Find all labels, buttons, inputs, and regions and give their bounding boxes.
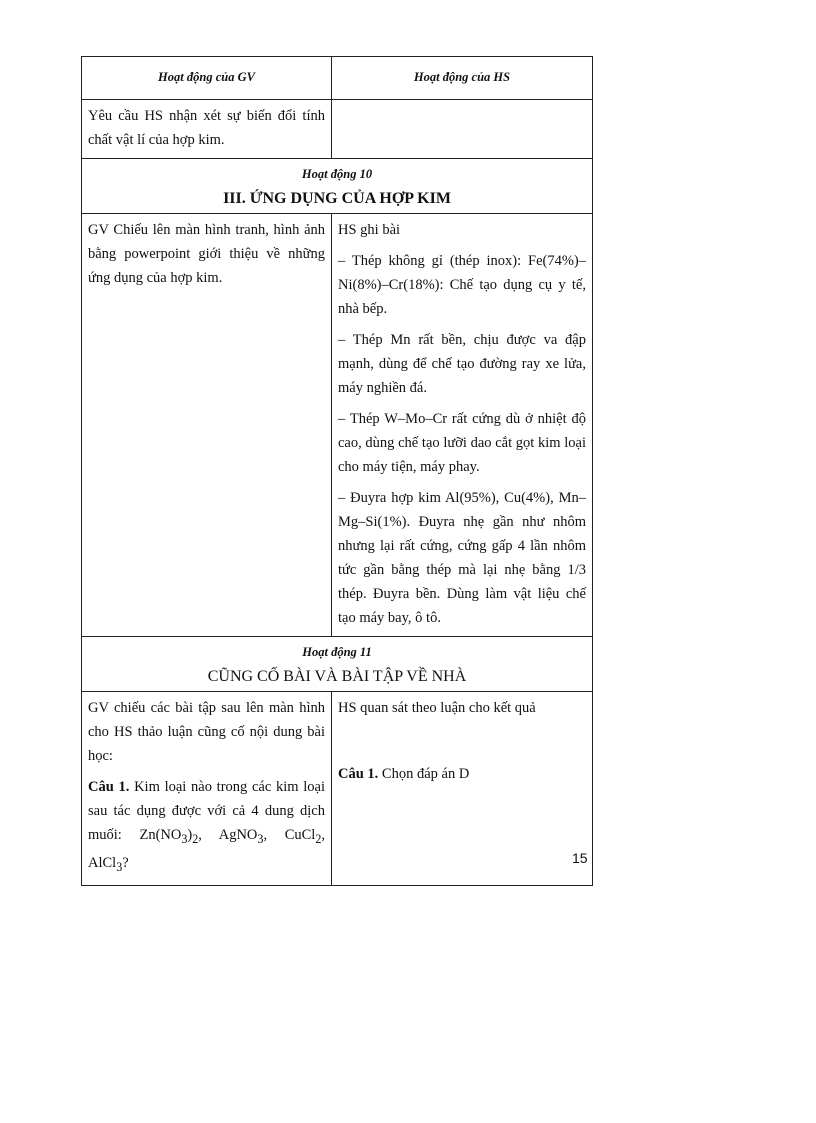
subscript: 2 (315, 831, 322, 846)
table-row (82, 99, 592, 158)
table-header-row (82, 57, 592, 99)
lesson-table (81, 56, 593, 886)
activity-11-header (82, 637, 592, 691)
subscript: 2 (192, 831, 199, 846)
subscript: 3 (181, 831, 188, 846)
duralumin-item: – Đuyra hợp kim Al(95%), Cu(4%), Mn–Mg–Si(1%). Đuyra nhẹ gần như nhôm nhưng lại rất cứng, cứng gấp 4 lần nhôm tức gần bằng thép mà lại nhẹ bằng 1/3 thép. Đuyra bền. Dùng làm vật liệu chế tạo máy bay, ô tô. (338, 490, 586, 626)
activity-10-header (82, 159, 592, 213)
question-1-text: ) (187, 827, 193, 843)
gv-exercise-cell (82, 692, 332, 885)
answer-1-label: Câu 1. (338, 766, 379, 782)
subscript: 3 (257, 831, 264, 846)
mn-steel-item: – Thép Mn rất bền, chịu được va đập mạnh, dùng để chế tạo đường ray xe lửa, máy nghiền đá. (338, 332, 586, 396)
page-number: 15 (572, 850, 588, 866)
activity-10-row (82, 158, 592, 213)
question-1-text: , CuCl (263, 827, 316, 843)
activity-10-label: Hoạt động 10 (301, 167, 373, 181)
table-row (82, 213, 592, 636)
hs-note: HS ghi bài (338, 222, 401, 238)
question-1-text: , AgNO (198, 827, 258, 843)
header-hs: Hoạt động của HS (413, 70, 511, 84)
gv-request-cell: Yêu cầu HS nhận xét sự biến đổi tính chất vật lí của hợp kim. (82, 100, 332, 158)
hs-exercise-intro: HS quan sát theo luận cho kết quả (338, 700, 536, 716)
hs-exercise-cell (332, 692, 592, 885)
w-mo-cr-steel-item: – Thép W–Mo–Cr rất cứng dù ở nhiệt độ cao, dùng chế tạo lưỡi dao cắt gọt kim loại cho máy tiện, máy phay. (338, 411, 586, 475)
question-1 (88, 775, 325, 879)
activity-11-row (82, 636, 592, 691)
subscript: 3 (116, 859, 123, 874)
question-1-label: Câu 1. (88, 779, 130, 795)
question-1-text: Kim loại nào trong các kim loại sau tác dụng được với cả 4 dung dịch muối: Zn(NO (88, 779, 325, 843)
table-row (82, 691, 592, 885)
stainless-steel-item: – Thép không gỉ (thép inox): Fe(74%)–Ni(8%)–Cr(18%): Chế tạo dụng cụ y tế, nhà bếp. (338, 253, 586, 317)
hs-applications-cell (332, 214, 592, 636)
answer-1 (338, 762, 586, 786)
activity-11-label: Hoạt động 11 (302, 645, 372, 659)
header-gv: Hoạt động của GV (82, 57, 332, 99)
gv-applications-cell: GV Chiếu lên màn hình tranh, hình ảnh bằng powerpoint giới thiệu về những ứng dụng của hợp kim. (82, 214, 332, 636)
activity-11-title: CŨNG CỐ BÀI VÀ BÀI TẬP VỀ NHÀ (207, 668, 467, 685)
answer-1-text: Chọn đáp án D (378, 766, 470, 782)
activity-10-title: III. ỨNG DỤNG CỦA HỢP KIM (223, 190, 451, 207)
question-1-text: , AlCl (88, 827, 325, 871)
question-1-text: ? (122, 854, 129, 871)
hs-empty-cell (332, 100, 592, 158)
gv-exercise-intro: GV chiếu các bài tập sau lên màn hình cho HS thảo luận cũng cố nội dung bài học: (88, 700, 325, 764)
